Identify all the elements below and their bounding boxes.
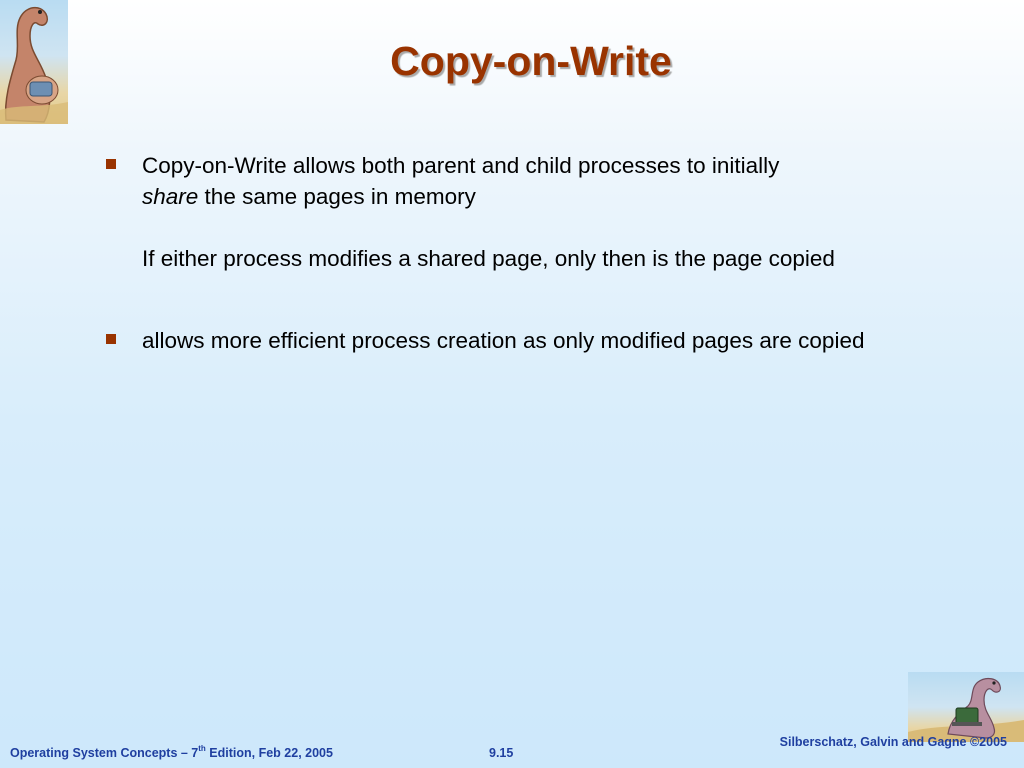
emphasized-text: share [142,184,199,209]
footer-copyright: Silberschatz, Galvin and Gagne ©2005 [779,735,1007,749]
footer [0,735,1024,768]
footer-text: Edition, Feb 22, 2005 [205,746,333,760]
bullet-item [104,150,904,274]
bullet-paragraph [142,325,904,356]
footer-superscript: th [198,744,206,753]
bullet-text-continued: the same pages in memory [198,184,476,209]
page-number: 9.15 [489,746,514,760]
footer-text: Operating System Concepts – 7 [10,746,199,760]
slide-content [104,150,904,356]
square-bullet-icon [106,159,116,169]
bullet-text: allows more efficient process creation as only modified pages are copied [142,328,865,353]
dinosaur-laptop-icon [908,672,1024,742]
bullet-paragraph [142,243,904,274]
bullet-text: Copy-on-Write allows both parent and child processes to initially [142,153,780,178]
footer-course-title [10,746,333,760]
bullet-text: If either process modifies a shared page, only then is the page copied [142,246,835,271]
square-bullet-icon [106,334,116,344]
bullet-item [104,325,904,356]
slide-title: Copy-on-Write [390,38,672,84]
bullet-paragraph [142,150,904,212]
